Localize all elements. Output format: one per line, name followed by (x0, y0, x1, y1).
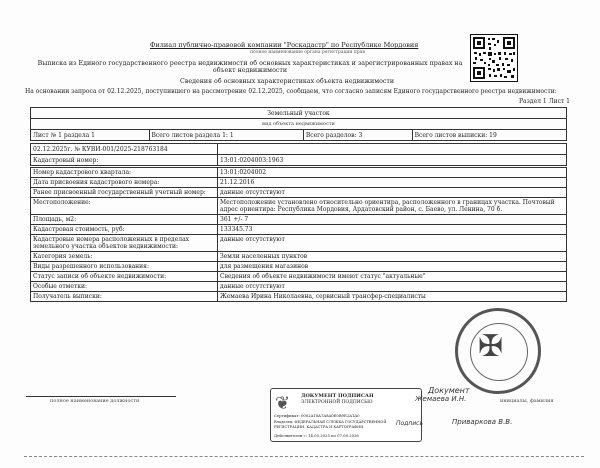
object-type-caption: вид объекта недвижимости (31, 119, 567, 130)
eds-valid: Действителен с: 14.05.2025 по 07.08.2026 (274, 433, 359, 438)
total-sheets-section: Всего листов раздела 1: 1 (149, 130, 303, 141)
table-row (31, 188, 567, 198)
request-line: На основании запроса от 02.12.2025, поступившего на рассмотрение 02.12.2025, сообщаем, что согласно записям Единого государственного реестра недвижимости: (25, 88, 557, 95)
table-row (31, 178, 567, 188)
row-value: данные отсутствуют (218, 235, 567, 252)
row-value: 133345.73 (218, 225, 567, 235)
row-value: Сведения об объекте недвижимости имеют статус "актуальные" (218, 272, 567, 282)
row-value: для размещения магазинов (218, 262, 567, 272)
eagle-emblem-icon: ✠ (478, 329, 504, 364)
section-label: Раздел 1 Лист 1 (519, 98, 570, 105)
row-value: 21.12.2016 (218, 178, 567, 188)
row-label: Виды разрешенного использования: (31, 262, 218, 272)
table-row (31, 282, 567, 292)
handwritten-label: Подпись (396, 420, 423, 427)
extract-number: № КУВИ-001/2025-218763184 (74, 145, 168, 153)
row-label: Категория земель: (31, 252, 218, 262)
extract-subtitle: Сведения об основных характеристиках объекта недвижимости (180, 78, 395, 85)
electronic-signature-box (270, 388, 422, 442)
table-row (31, 198, 567, 215)
table-row (31, 235, 567, 252)
row-label: Особые отметки: (31, 282, 218, 292)
coat-of-arms-icon: ❦ (275, 393, 291, 414)
row-label: Дата присвоения кадастрового номера: (31, 178, 218, 188)
eds-certificate: Сертификат: 0002A18A7A8A0E0B9E2A1A0 (274, 413, 360, 418)
table-row (31, 272, 567, 282)
position-line (26, 396, 176, 397)
row-value: данные отсутствуют (218, 188, 567, 198)
row-label: Кадастровая стоимость, руб: (31, 225, 218, 235)
sheet-label: Лист № 1 раздела 1 (31, 130, 150, 141)
initials-caption: инициалы, фамилия (500, 398, 554, 404)
table-row (31, 168, 567, 178)
row-value: 361 +/- 7 (218, 215, 567, 225)
table-row (31, 292, 567, 302)
row-value: 13:01:0204002 (218, 168, 567, 178)
row-label: Ранее присвоенный государственный учетный номер: (31, 188, 218, 198)
row-label: Получатель выписки: (31, 292, 218, 302)
row-value: Земли населенных пунктов (218, 252, 567, 262)
eds-subtitle: ЭЛЕКТРОННОЙ ПОДПИСЬЮ (301, 400, 373, 405)
object-type-table (30, 107, 567, 141)
handwritten-name-2: Приваркова В.В. (452, 418, 513, 426)
table-row (31, 215, 567, 225)
row-value: Жемаева Ирина Николаевна, сервисный трансфер-специалисты (218, 292, 567, 302)
total-sections: Всего разделов: 3 (303, 130, 412, 141)
object-type: Земельный участок (31, 108, 567, 119)
characteristics-table (30, 167, 567, 302)
row-value: данные отсутствуют (218, 282, 567, 292)
table-row (31, 225, 567, 235)
qr-code-icon (470, 34, 518, 82)
eds-title: ДОКУМЕНТ ПОДПИСАН (301, 393, 374, 399)
cadastral-value: 13:01:0204003:1963 (218, 155, 567, 166)
row-label: Кадастровые номера расположенных в пределах земельного участка объектов недвижимости: (31, 235, 218, 252)
copy-stamp-text: Документ (428, 386, 470, 395)
extract-date-number (31, 144, 218, 155)
row-label: Местоположение: (31, 198, 218, 215)
row-label: Номер кадастрового квартала: (31, 168, 218, 178)
position-caption: полное наименование должности (50, 398, 140, 404)
row-label: Статус записи об объекте недвижимости: (31, 272, 218, 282)
agency-caption: полное наименование органа регистрации прав (250, 50, 365, 55)
eds-owner: Владелец: ФЕДЕРАЛЬНАЯ СЛУЖБА ГОСУДАРСТВЕННОЙ РЕГИСТРАЦИИ, КАДАСТРА И КАРТОГРАФИИ (274, 420, 387, 429)
table-row (31, 252, 567, 262)
agency-name: Филиал публично-правовой компании "Роскадастр" по Республике Мордовия (150, 41, 419, 49)
row-value: Местоположение установлено относительно ориентира, расположенного в границах участка. Почтовый адрес ориентира: Республика Мордовия, Ардатовский район, с. Баево, ул. Ленина, 70 б. (218, 198, 567, 215)
extract-title: Выписка из Единого государственного реестра недвижимости об основных характеристиках и зарегистрированных правах на объект недвижимости (37, 60, 463, 74)
cadastral-label: Кадастровый номер: (31, 155, 218, 166)
row-label: Площадь, м2: (31, 215, 218, 225)
table-row (31, 262, 567, 272)
extract-date: 02.12.2025г. (33, 145, 73, 153)
bottom-margin-line (24, 456, 584, 457)
handwritten-name-1: Жемаева И.Н. (415, 395, 467, 403)
official-seal (455, 308, 541, 394)
date-number-table (30, 143, 567, 166)
empty-cell (218, 144, 567, 155)
total-sheets: Всего листов выписки: 19 (412, 130, 566, 141)
